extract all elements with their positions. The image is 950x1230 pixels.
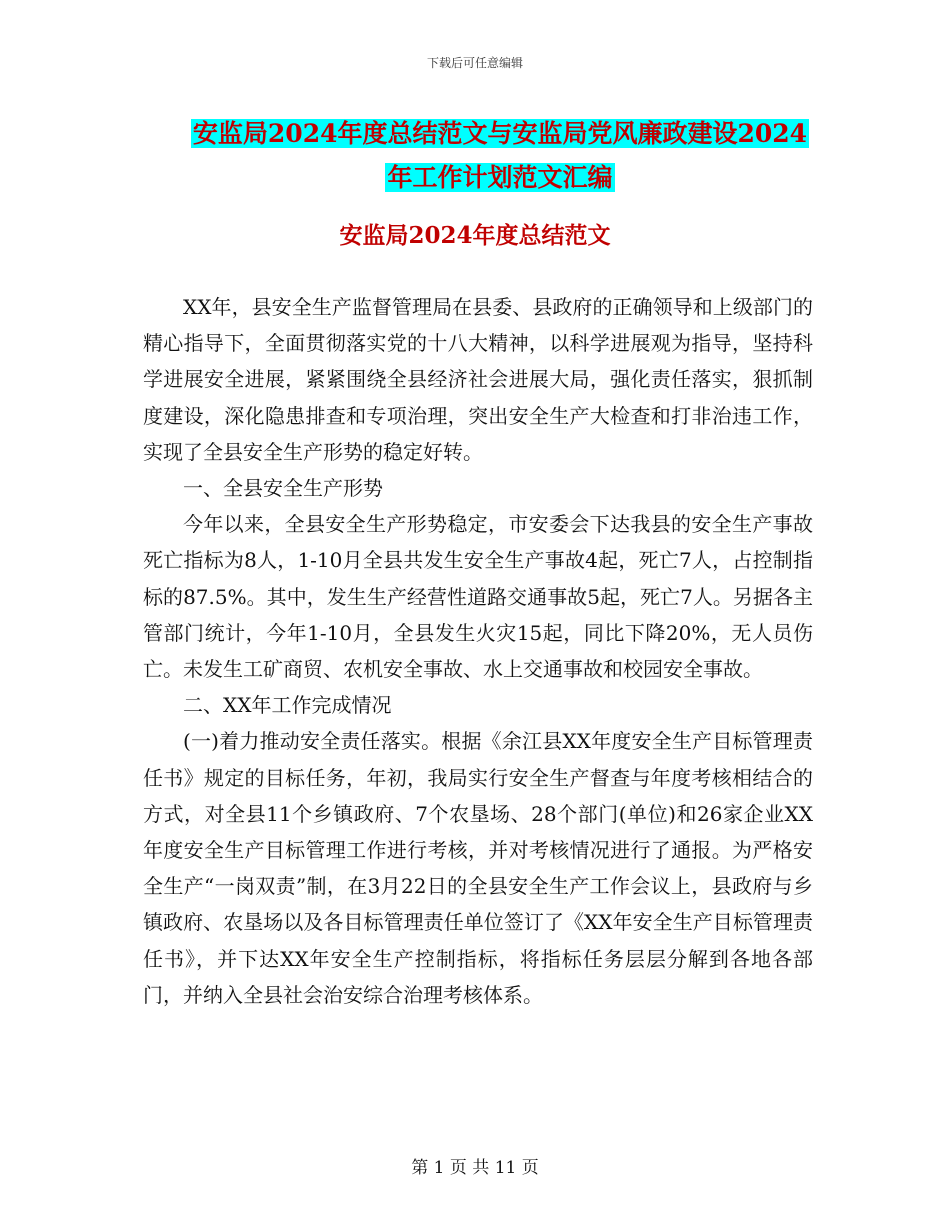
paragraph-intro: XX年，县安全生产监督管理局在县委、县政府的正确领导和上级部门的精心指导下，全面贯彻落实党的十八大精神，以科学进展观为指导，坚持科学进展安全进展，紧紧围绕全县经济社会进展大局，强化责任落实，狠抓制度建设，深化隐患排查和专项治理，突出安全生产大检查和打非治违工作，实现了全县安全生产形势的稳定好转。 xyxy=(143,295,813,464)
page-footer: 第 1 页 共 11 页 xyxy=(411,1158,539,1178)
header-note: 下载后可任意编辑 xyxy=(426,56,523,70)
section-title: 安监局2024年度总结范文 xyxy=(339,222,611,249)
heading-safety-situation: 一、全县安全生产形势 xyxy=(183,476,383,501)
document-body xyxy=(143,289,813,1013)
document-title xyxy=(140,112,860,200)
title-line-1: 安监局2024年度总结范文与安监局党风廉政建设2024 xyxy=(192,119,808,148)
paragraph-responsibility: (一)着力推动安全责任落实。根据《余江县XX年度安全生产目标管理责任书》规定的目标任务，年初，我局实行安全生产督查与年度考核相结合的方式，对全县11个乡镇政府、7个农垦场、28个部门(单位)和26家企业XX年度安全生产目标管理工作进行考核，并对考核情况进行了通报。为严格安全生产“一岗双责”制，在3月22日的全县安全生产工作会议上，县政府与乡镇政府、农垦场以及各目标管理责任单位签订了《XX年安全生产目标管理责任书》，并下达XX年安全生产控制指标，将指标任务层层分解到各地各部门，并纳入全县社会治安综合治理考核体系。 xyxy=(143,729,813,1007)
title-line-2: 年工作计划范文汇编 xyxy=(387,163,613,192)
paragraph-safety-situation: 今年以来，全县安全生产形势稳定，市安委会下达我县的安全生产事故死亡指标为8人，1-10月全县共发生安全生产事故4起，死亡7人，占控制指标的87.5%。其中，发生生产经营性道路交通事故5起，死亡7人。另据各主管部门统计，今年1-10月，全县发生火灾15起，同比下降20%，无人员伤亡。未发生工矿商贸、农机安全事故、水上交通事故和校园安全事故。 xyxy=(143,512,813,682)
heading-work-completion: 二、XX年工作完成情况 xyxy=(183,693,392,718)
